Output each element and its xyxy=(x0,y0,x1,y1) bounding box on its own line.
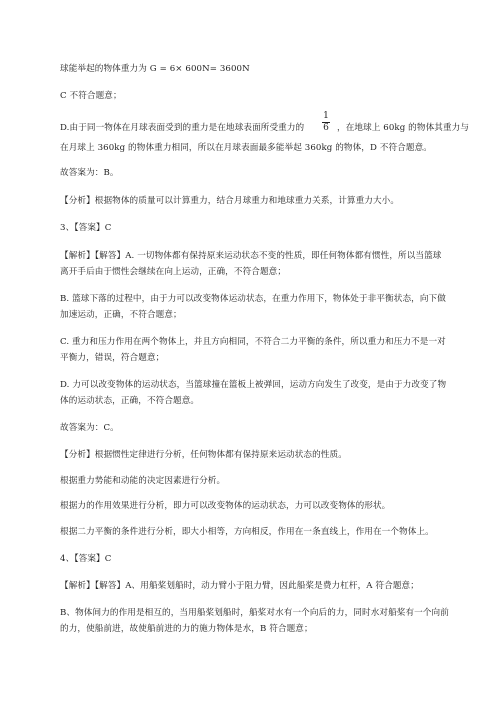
text-line-14: 平衡力，错误，符合题意； xyxy=(60,353,165,363)
text-line-20: 根据力的作用效果进行分析，即力可以改变物体的运动状态，力可以改变物体的形状。 xyxy=(60,501,391,511)
text-line-2: C 不符合题意； xyxy=(60,91,122,101)
text-line-17: 故答案为：C。 xyxy=(60,423,119,433)
text-line-12: 加速运动，正确，不符合题意； xyxy=(60,310,182,320)
text-line-9: 【解析】【解答】A. 一切物体都有保持原来运动状态不变的性质，即任何物体都有惯性，所以当篮球 xyxy=(60,251,442,261)
fraction-denominator: 6 xyxy=(323,123,329,133)
text-line-13: C. 重力和压力作用在两个物体上，并且方向相同，不符合二力平衡的条件，所以重力和压力不是一对 xyxy=(60,337,446,347)
text-line-25: 的力，使船前进，故使船前进的力的施力物体是水，B 符合题意； xyxy=(60,624,313,634)
text-line-10: 离开手后由于惯性会继续在向上运动，正确，不符合题意； xyxy=(60,267,287,277)
text-line-16: 体的运动状态，正确，不符合题意。 xyxy=(60,396,200,406)
fraction-numerator: 1 xyxy=(323,111,329,121)
text-line-19: 根据重力势能和动能的决定因素进行分析。 xyxy=(60,476,226,486)
fraction-one-sixth xyxy=(321,111,331,134)
text-line-8: 3、【答案】C xyxy=(60,223,112,233)
text-line-7: 【分析】根据物体的质量可以计算重力，结合月球重力和地球重力关系，计算重力大小。 xyxy=(60,196,400,206)
text-line-15: D. 力可以改变物体的运动状态，当篮球撞在篮板上被弹回，运动方向发生了改变，是由于力改变了物 xyxy=(60,380,447,390)
text-line-22: 4、【答案】C xyxy=(60,554,112,564)
text-line-3: D.由于同一物体在月球表面受到的重力是在地球表面所受重力的 xyxy=(60,123,305,133)
text-line-5: 在月球上 360kg 的物体重力相同，所以在月球表面最多能举起 360kg 的物体，D 不符合题意。 xyxy=(60,143,432,153)
text-line-6: 故答案为：B。 xyxy=(60,168,119,178)
text-line-11: B. 篮球下落的过程中，由于力可以改变物体运动状态，在重力作用下，物体处于非平衡状态，向下做 xyxy=(60,294,446,304)
text-line-21: 根据二力平衡的条件进行分析，即大小相等，方向相反，作用在一条直线上，作用在一个物体上。 xyxy=(60,527,434,537)
text-line-18: 【分析】根据惯性定律进行分析，任何物体都有保持原来运动状态的性质。 xyxy=(60,450,347,460)
text-line-24: B、物体间力的作用是相互的，当用船桨划船时，船桨对水有一个向后的力，同时水对船桨有一个向前 xyxy=(60,608,449,618)
text-line-1: 球能举起的物体重力为 G = 6× 600N= 3600N xyxy=(60,64,250,74)
text-line-4: ，在地球上 60kg 的物体其重力与 xyxy=(337,123,470,133)
text-line-23: 【解析】【解答】A、用船桨划船时，动力臂小于阻力臂，因此船桨是费力杠杆，A 符合题意； xyxy=(60,581,419,591)
